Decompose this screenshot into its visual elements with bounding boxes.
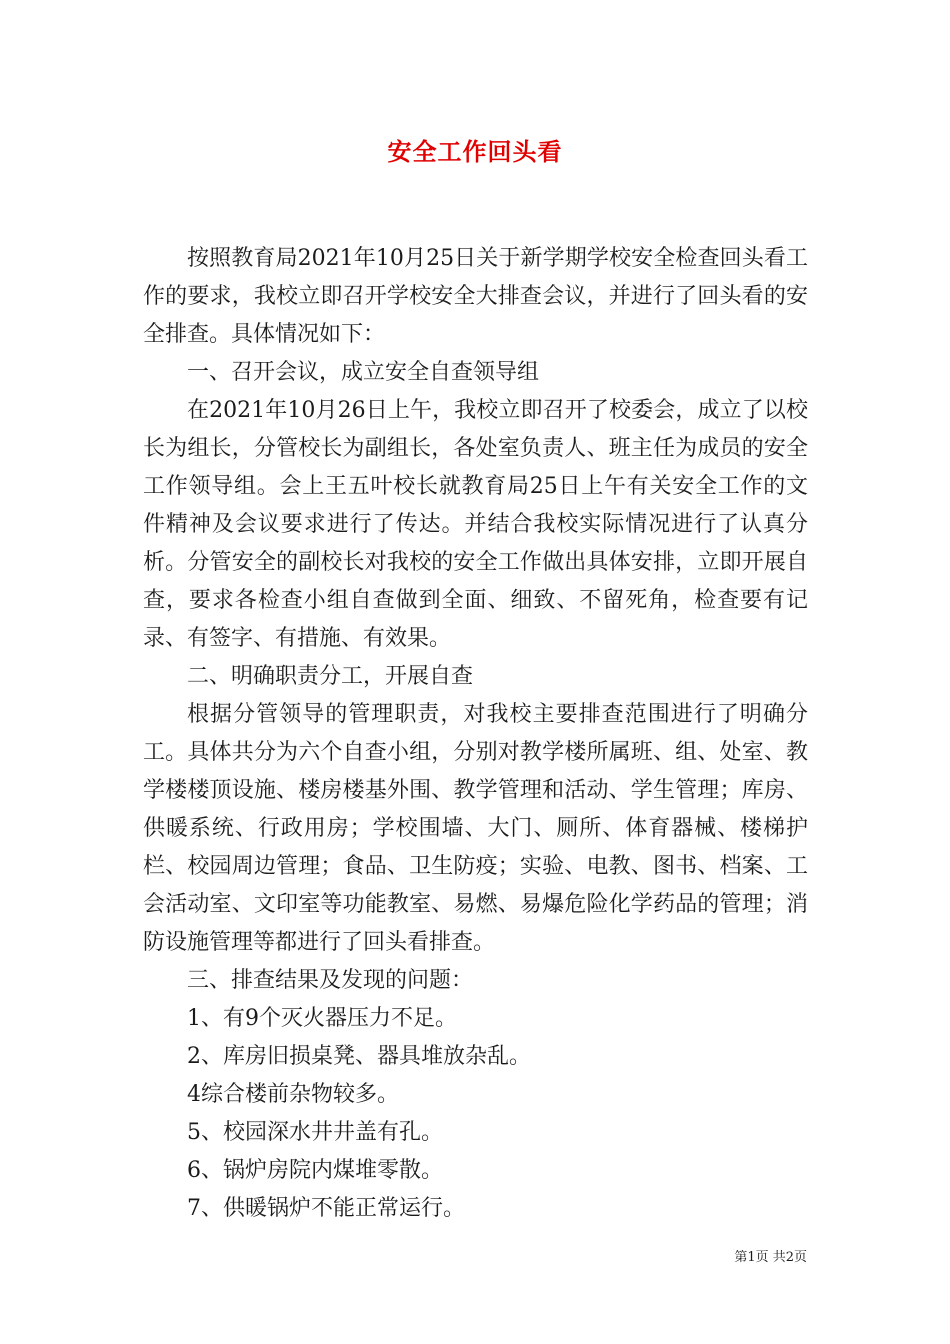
paragraph-section-2: 根据分管领导的管理职责，对我校主要排查范围进行了明确分工。具体共分为六个自查小组，分别对教学楼所属班、组、处室、教学楼楼顶设施、楼房楼基外围、教学管理和活动、学生管理；库房、供暖系统、行政用房；学校围墙、大门、厕所、体育器械、楼梯护栏、校园周边管理；食品、卫生防疫；实验、电教、图书、档案、工会活动室、文印室等功能教室、易燃、易爆危险化学药品的管理；消防设施管理等都进行了回头看排查。 (143, 702, 808, 955)
heading-section-1: 一、召开会议，成立安全自查领导组 (187, 360, 540, 385)
list-item: 2、库房旧损桌凳、器具堆放杂乱。 (187, 1044, 531, 1069)
document-body (143, 240, 808, 1228)
paragraph-intro: 按照教育局2021年10月25日关于新学期学校安全检查回头看工作的要求，我校立即召开学校安全大排查会议，并进行了回头看的安全排查。具体情况如下： (143, 246, 808, 347)
paragraph-section-1: 在2021年10月26日上午，我校立即召开了校委会，成立了以校长为组长，分管校长为副组长，各处室负责人、班主任为成员的安全工作领导组。会上王五叶校长就教育局25日上午有关安全工作的文件精神及会议要求进行了传达。并结合我校实际情况进行了认真分析。分管安全的副校长对我校的安全工作做出具体安排，立即开展自查，要求各检查小组自查做到全面、细致、不留死角，检查要有记录、有签字、有措施、有效果。 (143, 398, 808, 651)
page-number-footer: 第1页 共2页 (734, 1250, 807, 1265)
heading-section-3: 三、排查结果及发现的问题： (187, 968, 474, 993)
list-item: 6、锅炉房院内煤堆零散。 (187, 1158, 443, 1183)
list-item: 1、有9个灭火器压力不足。 (187, 1006, 457, 1031)
heading-section-2: 二、明确职责分工，开展自查 (187, 664, 474, 689)
list-item: 5、校园深水井井盖有孔。 (187, 1120, 443, 1145)
document-title: 安全工作回头看 (387, 137, 563, 166)
list-item: 4综合楼前杂物较多。 (187, 1082, 399, 1107)
list-item: 7、供暖锅炉不能正常运行。 (187, 1196, 465, 1221)
